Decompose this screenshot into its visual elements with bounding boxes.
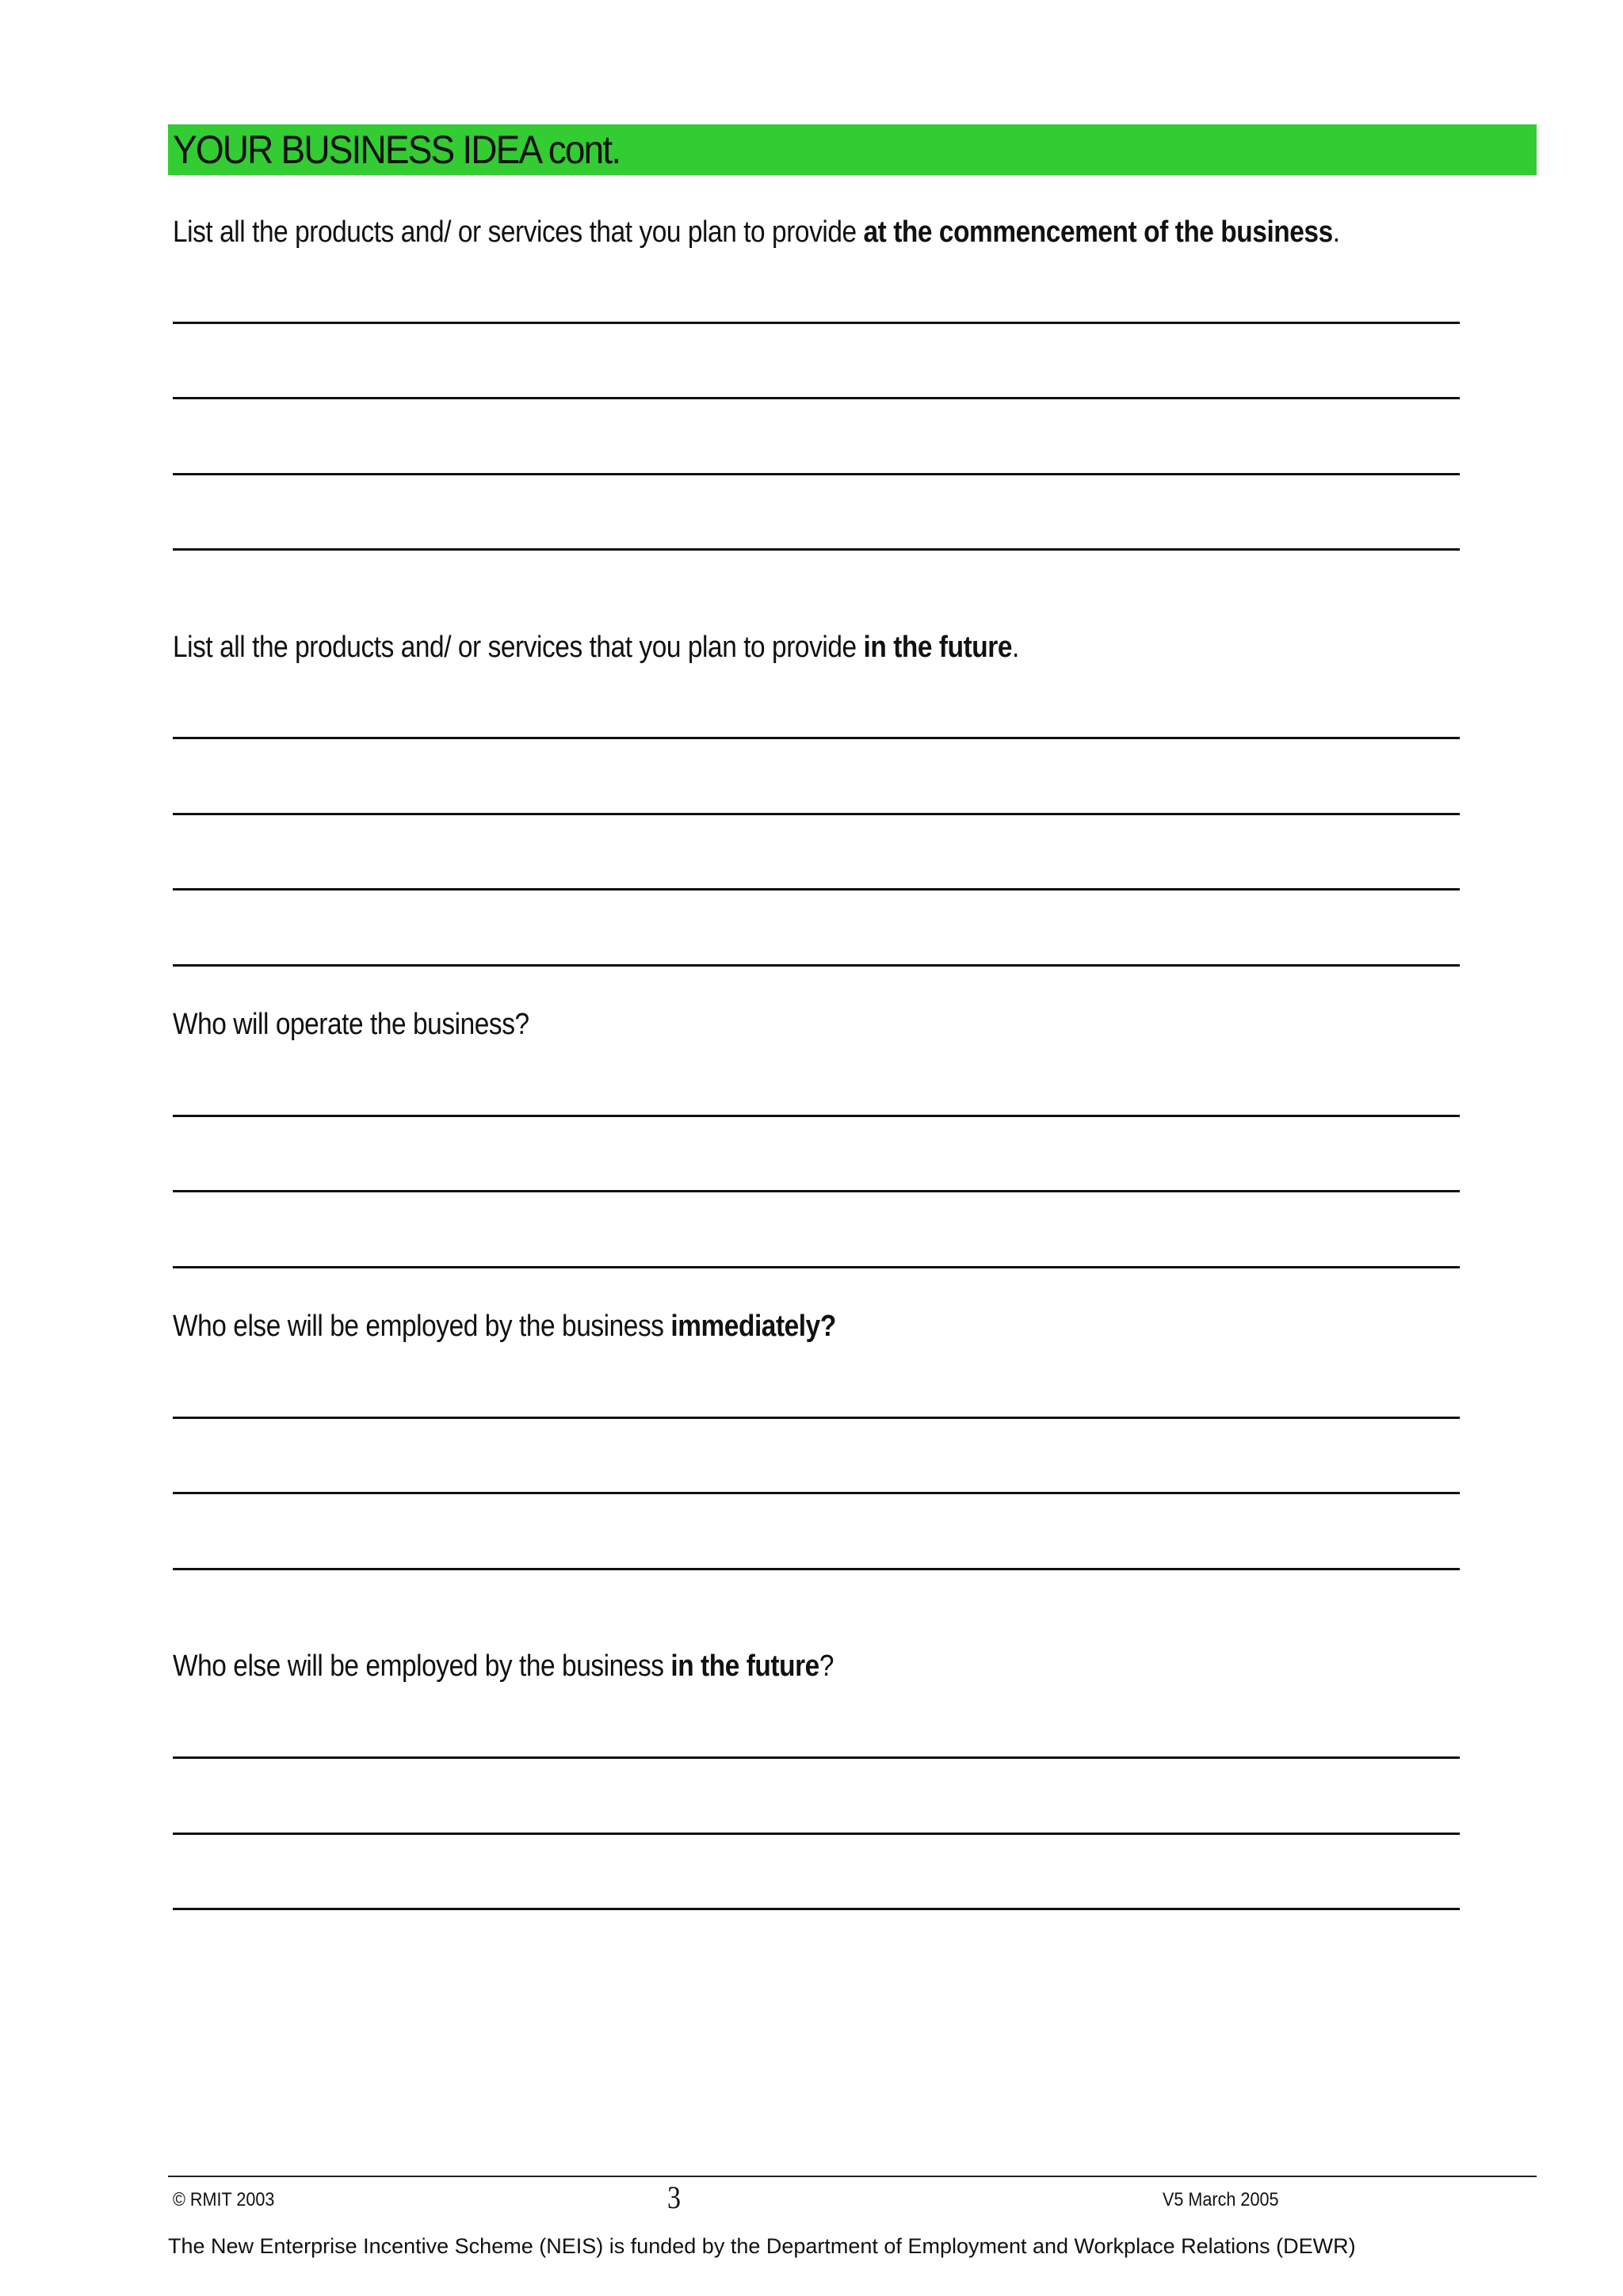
section-header-bar <box>168 124 1537 175</box>
question-text: Who else will be employed by the business <box>173 1650 671 1683</box>
answer-line[interactable] <box>173 1908 1460 1910</box>
answer-line[interactable] <box>173 964 1460 967</box>
question-text: List all the products and/ or services that you plan to provide <box>173 631 864 664</box>
answer-line[interactable] <box>173 888 1460 891</box>
answer-line[interactable] <box>173 473 1460 475</box>
answer-line[interactable] <box>173 1266 1460 1268</box>
footer-version: V5 March 2005 <box>1163 2189 1279 2210</box>
answer-line[interactable] <box>173 1756 1460 1759</box>
answer-line[interactable] <box>173 322 1460 324</box>
question-emphasis: in the future <box>863 631 1012 664</box>
answer-line[interactable] <box>173 1115 1460 1117</box>
question-operator <box>173 1006 529 1043</box>
footer-funding-note: The New Enterprise Incentive Scheme (NEIS) is funded by the Department of Employment and Workplace Relations (DEWR) <box>168 2234 1356 2258</box>
question-suffix: . <box>1332 215 1340 249</box>
question-text: List all the products and/ or services that you plan to provide <box>173 215 864 249</box>
question-employees-future <box>173 1648 834 1684</box>
question-suffix: ? <box>819 1650 834 1683</box>
answer-line[interactable] <box>173 1833 1460 1835</box>
answer-line[interactable] <box>173 1190 1460 1192</box>
footer-divider <box>168 2176 1537 2177</box>
footer-page-number: 3 <box>667 2180 681 2215</box>
question-text: Who will operate the business? <box>173 1008 529 1041</box>
answer-line[interactable] <box>173 1417 1460 1419</box>
section-title: YOUR BUSINESS IDEA cont. <box>173 128 621 172</box>
question-emphasis: in the future <box>670 1650 819 1683</box>
answer-line[interactable] <box>173 548 1460 551</box>
answer-line[interactable] <box>173 397 1460 399</box>
answer-line[interactable] <box>173 1568 1460 1570</box>
question-products-commencement <box>173 214 1340 250</box>
question-text: Who else will be employed by the business <box>173 1310 671 1343</box>
question-suffix: . <box>1011 631 1019 664</box>
question-products-future <box>173 629 1019 666</box>
question-emphasis: at the commencement of the business <box>863 215 1333 249</box>
answer-line[interactable] <box>173 737 1460 739</box>
footer-copyright: © RMIT 2003 <box>173 2189 275 2210</box>
question-employees-immediate <box>173 1308 836 1344</box>
answer-line[interactable] <box>173 813 1460 815</box>
question-emphasis: immediately? <box>670 1310 836 1343</box>
answer-line[interactable] <box>173 1492 1460 1494</box>
